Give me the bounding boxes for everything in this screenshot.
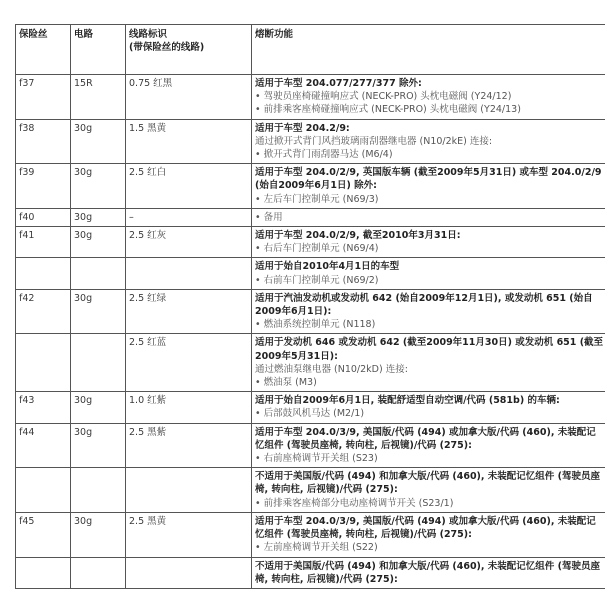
cell-wire	[126, 258, 252, 289]
cell-wire: 1.5 黑黄	[126, 119, 252, 164]
cell-circuit: 30g	[71, 208, 126, 226]
function-item: • 燃油系统控制单元 (N118)	[255, 319, 376, 331]
cell-circuit: 30g	[71, 512, 126, 557]
table-row	[16, 75, 605, 120]
cell-circuit: 30g	[71, 289, 126, 334]
table-row	[16, 423, 605, 468]
function-item: • 掀开式背门雨刮器马达 (M6/4)	[255, 149, 393, 161]
cell-fuse: f38	[16, 119, 71, 164]
header-wire-subtitle: (带保险丝的线路)	[129, 42, 205, 54]
cell-function	[252, 512, 605, 557]
cell-function	[252, 258, 605, 289]
header-function: 熔断功能	[252, 25, 605, 75]
function-item: • 左前座椅调节开关组 (S22)	[255, 542, 378, 554]
function-item: • 后部鼓风机马达 (M2/1)	[255, 408, 365, 420]
function-condition: 适用于车型 204.0/3/9, 美国版/代码 (494) 或加拿大版/代码 (460), 未装配记忆组件 (驾驶员座椅, 转向柱, 后视镜)/代码 (275):	[255, 426, 596, 451]
table-row	[16, 227, 605, 258]
table-row	[16, 557, 605, 588]
function-condition: 适用于发动机 646 或发动机 642 (截至2009年11月30日) 或发动机 651 (截至2009年5月31日):	[255, 337, 604, 362]
cell-function	[252, 289, 605, 334]
cell-fuse	[16, 468, 71, 513]
table-row	[16, 119, 605, 164]
header-fuse: 保险丝	[16, 25, 71, 75]
function-note: 通过掀开式背门风挡玻璃雨刮器继电器 (N10/2kE) 连接:	[255, 135, 493, 147]
cell-wire: 1.0 红紫	[126, 392, 252, 423]
function-item: • 右后车门控制单元 (N69/4)	[255, 243, 379, 255]
cell-circuit	[71, 334, 126, 392]
cell-fuse	[16, 258, 71, 289]
cell-circuit	[71, 557, 126, 588]
cell-fuse: f40	[16, 208, 71, 226]
cell-fuse: f37	[16, 75, 71, 120]
table-header-row	[16, 25, 605, 75]
fuse-table	[15, 24, 605, 589]
cell-function	[252, 119, 605, 164]
function-condition: 不适用于美国版/代码 (494) 和加拿大版/代码 (460), 未装配记忆组件 (驾驶员座椅, 转向柱, 后视镜)/代码 (275):	[255, 560, 600, 585]
cell-function	[252, 227, 605, 258]
cell-function	[252, 334, 605, 392]
header-circuit: 电路	[71, 25, 126, 75]
function-item: • 右前座椅调节开关组 (S23)	[255, 453, 378, 465]
function-condition: 适用于车型 204.0/2/9, 截至2010年3月31日:	[255, 230, 461, 242]
cell-wire: 2.5 红绿	[126, 289, 252, 334]
function-condition: 适用于车型 204.077/277/377 除外:	[255, 78, 422, 89]
table-row	[16, 289, 605, 334]
function-item: • 前排乘客座椅部分电动座椅调节开关 (S23/1)	[255, 497, 454, 509]
table-body	[16, 75, 605, 589]
cell-function	[252, 468, 605, 513]
header-wire-title: 线路标识	[129, 29, 168, 40]
cell-wire: 2.5 红灰	[126, 227, 252, 258]
cell-wire	[126, 468, 252, 513]
table-row	[16, 392, 605, 423]
cell-fuse: f39	[16, 164, 71, 209]
cell-wire: 0.75 红黑	[126, 75, 252, 120]
cell-wire: 2.5 红白	[126, 164, 252, 209]
table-row	[16, 334, 605, 392]
table-row	[16, 164, 605, 209]
table-row	[16, 512, 605, 557]
cell-fuse: f43	[16, 392, 71, 423]
function-item: • 燃油泵 (M3)	[255, 377, 317, 389]
function-item: • 备用	[255, 211, 283, 223]
cell-circuit	[71, 468, 126, 513]
cell-function	[252, 423, 605, 468]
cell-circuit: 15R	[71, 75, 126, 120]
function-condition: 不适用于美国版/代码 (494) 和加拿大版/代码 (460), 未装配记忆组件 (驾驶员座椅, 转向柱, 后视镜)/代码 (275):	[255, 471, 600, 496]
function-condition: 适用于始自2010年4月1日的车型	[255, 261, 400, 273]
cell-wire: –	[126, 208, 252, 226]
cell-circuit	[71, 258, 126, 289]
cell-fuse	[16, 557, 71, 588]
cell-fuse: f44	[16, 423, 71, 468]
header-wire	[126, 25, 252, 75]
function-item: • 前排乘客座椅碰撞响应式 (NECK-PRO) 头枕电磁阀 (Y24/13)	[255, 104, 521, 116]
cell-circuit: 30g	[71, 119, 126, 164]
function-condition: 适用于始自2009年6月1日, 装配舒适型自动空调/代码 (581b) 的车辆:	[255, 395, 560, 407]
function-condition: 适用于车型 204.0/2/9, 英国版车辆 (截至2009年5月31日) 或车型 204.0/2/9 (始自2009年6月1日) 除外:	[255, 167, 602, 192]
cell-circuit: 30g	[71, 164, 126, 209]
cell-fuse: f45	[16, 512, 71, 557]
function-condition: 适用于车型 204.2/9:	[255, 122, 350, 134]
cell-wire: 2.5 红蓝	[126, 334, 252, 392]
cell-function	[252, 164, 605, 209]
function-condition: 适用于汽油发动机或发动机 642 (始自2009年12月1日), 或发动机 651 (始自2009年6月1日):	[255, 292, 593, 318]
cell-function	[252, 208, 605, 226]
table-row	[16, 468, 605, 513]
table-row	[16, 208, 605, 226]
cell-fuse: f41	[16, 227, 71, 258]
cell-circuit: 30g	[71, 392, 126, 423]
function-item: • 右前车门控制单元 (N69/2)	[255, 274, 379, 286]
cell-circuit: 30g	[71, 423, 126, 468]
cell-wire: 2.5 黑黄	[126, 512, 252, 557]
cell-function	[252, 75, 605, 120]
function-note: 通过燃油泵继电器 (N10/2kD) 连接:	[255, 363, 408, 375]
cell-wire: 2.5 黑紫	[126, 423, 252, 468]
function-item: • 左后车门控制单元 (N69/3)	[255, 193, 379, 205]
cell-fuse: f42	[16, 289, 71, 334]
function-item: • 驾驶员座椅碰撞响应式 (NECK-PRO) 头枕电磁阀 (Y24/12)	[255, 91, 512, 103]
cell-function	[252, 392, 605, 423]
cell-fuse	[16, 334, 71, 392]
table-row	[16, 258, 605, 289]
cell-circuit: 30g	[71, 227, 126, 258]
function-condition: 适用于车型 204.0/3/9, 美国版/代码 (494) 或加拿大版/代码 (460), 未装配记忆组件 (驾驶员座椅, 转向柱, 后视镜)/代码 (275):	[255, 515, 596, 541]
cell-function	[252, 557, 605, 588]
cell-wire	[126, 557, 252, 588]
